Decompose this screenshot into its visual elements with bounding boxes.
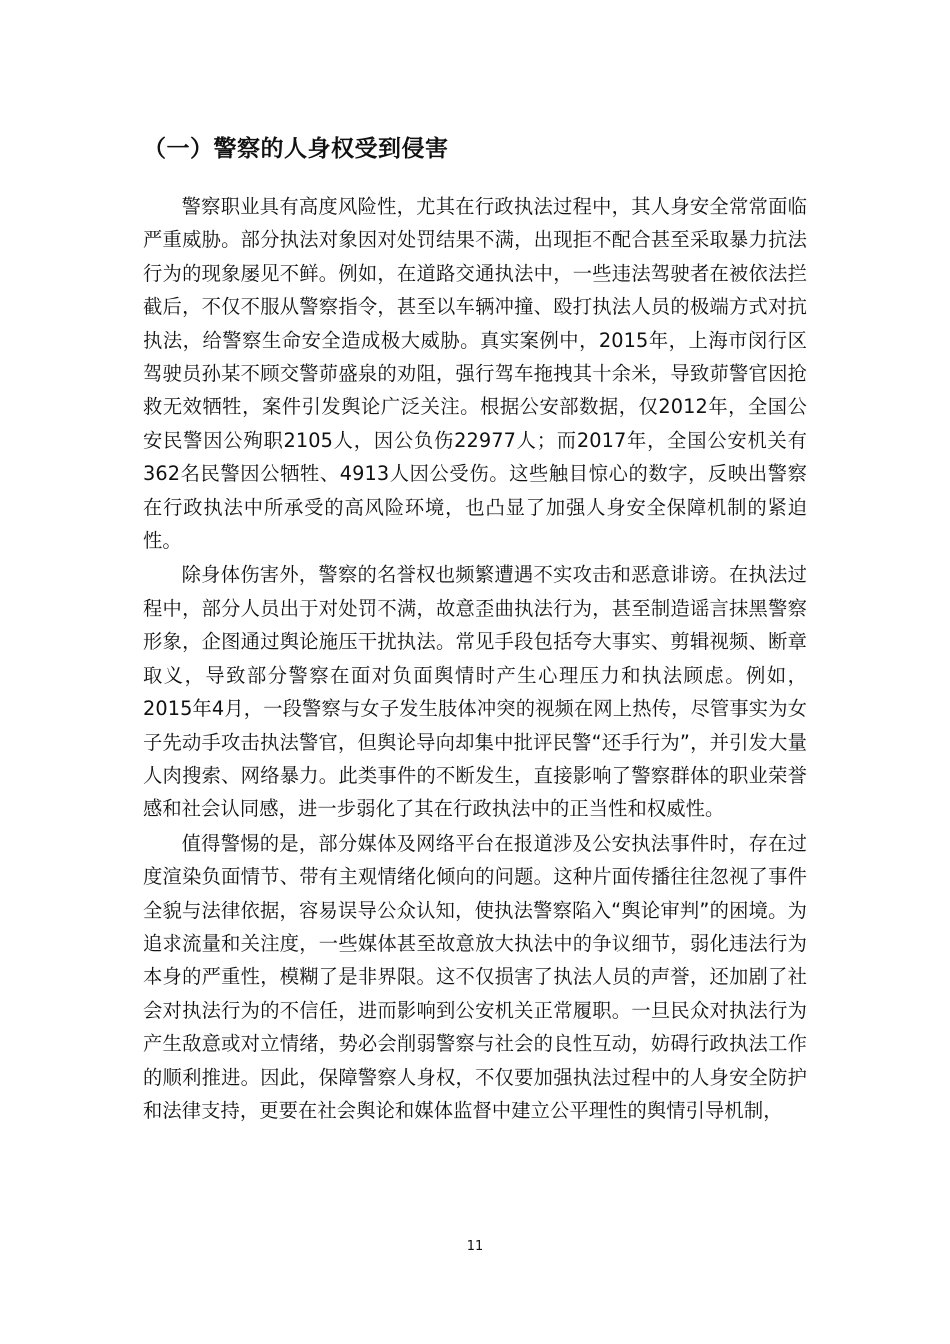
section-heading: （一）警察的人身权受到侵害 (143, 136, 449, 163)
paragraph-2: 除身体伤害外，警察的名誉权也频繁遭遇不实攻击和恶意诽谤。在执法过程中，部分人员出于对处罚不满，故意歪曲执法行为，甚至制造谣言抹黑警察形象，企图通过舆论施压干扰执法。常见手段包括夸大事实、剪辑视频、断章取义，导致部分警察在面对负面舆情时产生心理压力和执法顾虑。例如，2015年4月，一段警察与女子发生肢体冲突的视频在网上热传，尽管事实为女子先动手攻击执法警官，但舆论导向却集中批评民警“还手行为”，并引发大量人肉搜索、网络暴力。此类事件的不断发生，直接影响了警察群体的职业荣誉感和社会认同感，进一步弱化了其在行政执法中的正当性和权威性。 (143, 563, 807, 821)
paragraph-3: 值得警惕的是，部分媒体及网络平台在报道涉及公安执法事件时，存在过度渲染负面情节、带有主观情绪化倾向的问题。这种片面传播往往忽视了事件全貌与法律依据，容易误导公众认知，使执法警察陷入“舆论审判”的困境。为追求流量和关注度，一些媒体甚至故意放大执法中的争议细节，弱化违法行为本身的严重性，模糊了是非界限。这不仅损害了执法人员的声誉，还加剧了社会对执法行为的不信任，进而影响到公安机关正常履职。一旦民众对执法行为产生敌意或对立情绪，势必会削弱警察与社会的良性互动，妨碍行政执法工作的顺利推进。因此，保障警察人身权，不仅要加强执法过程中的人身安全防护和法律支持，更要在社会舆论和媒体监督中建立公平理性的舆情引导机制， (143, 831, 807, 1122)
paragraph-1: 警察职业具有高度风险性，尤其在行政执法过程中，其人身安全常常面临严重威胁。部分执法对象因对处罚结果不满，出现拒不配合甚至采取暴力抗法行为的现象屡见不鲜。例如，在道路交通执法中，一些违法驾驶者在被依法拦截后，不仅不服从警察指令，甚至以车辆冲撞、殴打执法人员的极端方式对抗执法，给警察生命安全造成极大威胁。真实案例中，2015年，上海市闵行区驾驶员孙某不顾交警茆盛泉的劝阻，强行驾车拖拽其十余米，导致茆警官因抢救无效牺牲，案件引发舆论广泛关注。根据公安部数据，仅2012年，全国公安民警因公殉职2105人，因公负伤22977人；而2017年，全国公安机关有362名民警因公牺牲、4913人因公受伤。这些触目惊心的数字，反映出警察在行政执法中所承受的高风险环境，也凸显了加强人身安全保障机制的紧迫性。 (143, 195, 807, 553)
page-number: 11 (466, 1239, 484, 1254)
body-text (143, 190, 807, 1127)
